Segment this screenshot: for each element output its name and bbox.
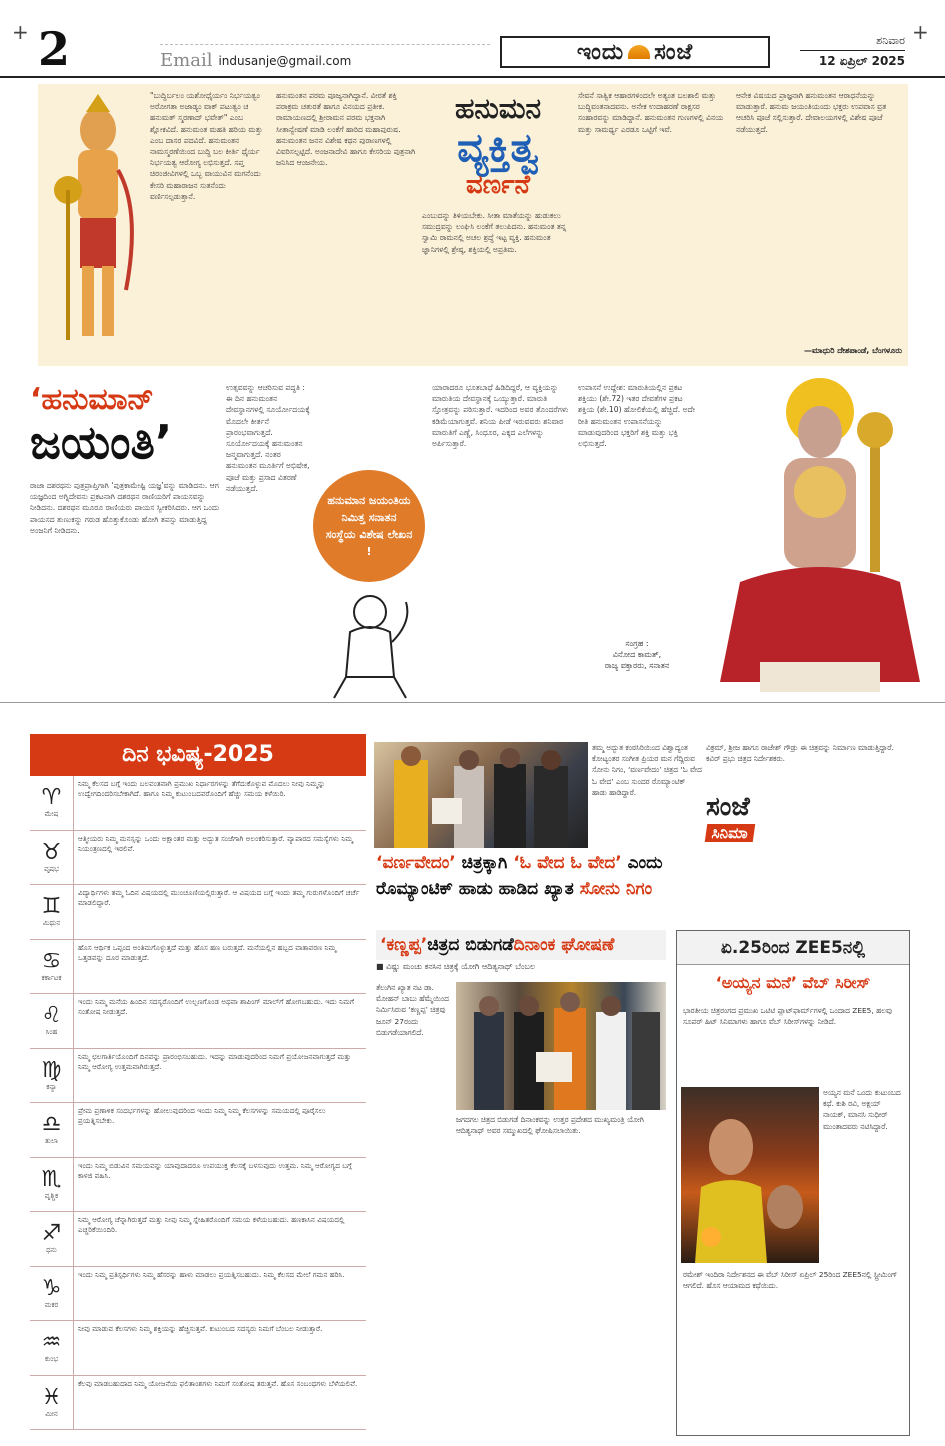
- zodiac-icon-cell: [30, 994, 74, 1048]
- zodiac-icon: ♊: [41, 894, 62, 920]
- source-name: ವಿನೋದ ಕಾಮತ್,: [612, 650, 662, 659]
- source-org: ರಾಜ್ಯ ವಕ್ತಾರರು, ಸನಾತನ: [604, 661, 670, 670]
- ayyana-column-2: ಅಯ್ಯನ ಮನೆ ಒಂದು ಕುಟುಂಬದ ಕಥೆ. ಕುಶಿ ರವಿ, ಅಕ್ಷಯ್ ನಾಯಕ್, ಮಾನಸಿ ಸುಧೀರ್ ಮುಂತಾದವರು ನಟಿಸಿದ್ದಾರೆ.: [823, 1088, 901, 1131]
- horoscope-row: [30, 885, 366, 940]
- crop-mark: +: [12, 20, 29, 44]
- hanuman-sketch: [320, 582, 420, 702]
- ayyana-poster: [681, 1087, 819, 1263]
- article-column-1: "ಬುದ್ಧಿರ್ಬಲಂ ಯಶೋಧೈರ್ಯಂ ನಿರ್ಭಯತ್ವಂ ಅರೋಗತಾ ಅಜಾಡ್ಯಂ ವಾಕ್ ಪಟುತ್ವಂ ಚ ಹನುಮತ್ ಸ್ಮರಣಾದ್ ಭವೇತ್" ಎಂಬ ಶ್ಲೋಕವಿದೆ. ಹನುಮಂತ ಮಹತಿ ಹರಿಯ ಮತ್ತು ಎಂಬ ದಾಸರ ಪದವಿದೆ. ಹನುಮಂತನ ನಾಮಸ್ಮರಣೆಯಿಂದ ಬುದ್ಧಿ ಬಲ ಕೀರ್ತಿ ಧೈರ್ಯ ನಿರ್ಭಯತ್ವ ಆರೋಗ್ಯ ಲಭಿಸುತ್ತದೆ. ಸಪ್ತ ಚಿರಂಜೀವಿಗಳಲ್ಲಿ ಒಬ್ಬ ವಾಯುವಿನ ಮಗನೆಂದು ಕೇಸರಿ ಮಹಾರಾಜನ ಸುತನೆಂದು ವರ್ಣಿಸಲ್ಪಡುತ್ತಾನೆ.: [150, 91, 263, 201]
- horoscope-text: ಇಂದು ನಿಮ್ಮ ಪ್ರತಿಸ್ಪರ್ಧಿಗಳು ನಿಮ್ಮ ಹೆಸರನ್ನು ಹಾಳು ಮಾಡಲು ಪ್ರಯತ್ನಿಸಬಹುದು. ನಿಮ್ಮ ಕೆಲಸದ ಮೇಲೆ ಗಮನ ಹರಿಸಿ.: [78, 1269, 345, 1279]
- zodiac-icon: ♈: [41, 785, 62, 811]
- kannappa-text: ಚಿತ್ರದ ಬಿಡುಗಡೆ: [427, 935, 514, 955]
- horoscope-row: [30, 831, 366, 886]
- headline-singer: ಸೋನು ನಿಗಂ: [579, 879, 653, 899]
- article-column-3: ಎಂಬುದನ್ನು ತಿಳಿಯಬೇಕು. ಸೀತಾ ಮಾತೆಯನ್ನು ಹುಡುಕಲು ಸಮುದ್ರವನ್ನು ಲಂಘಿಸಿ ಲಂಕೆಗೆ ತಲುಪಿದನು. ಹನುಮಂತ ತನ್ನ ಸ್ವಾಮಿ ರಾಮನಲ್ಲಿ ಅಚಲ ಶ್ರದ್ಧೆ ಇಟ್ಟ ವ್ಯಕ್ತಿ. ಹನುಮಂತ ಜ್ಞಾನಿಗಳಲ್ಲಿ ಶ್ರೇಷ್ಠ, ಶಕ್ತಿಯಲ್ಲಿ ಅಪ್ರತಿಮ.: [422, 211, 567, 254]
- kannappa-headline: [376, 930, 666, 960]
- jayanti-headline-line-2: ಜಯಂತಿ’: [30, 415, 173, 469]
- section-divider: [0, 702, 945, 703]
- horoscope-text: ವಿದ್ಯಾರ್ಥಿಗಳು ತಮ್ಮ ಓದಿನ ವಿಷಯದಲ್ಲಿ ಮುಂಚೂಣಿಯಲ್ಲಿರುತ್ತಾರೆ. ಆ ವಿಷಯದ ಬಗ್ಗೆ ಇಂದು ತಮ್ಮ ಗುರುಗಳೊಂದಿಗೆ ಚರ್ಚೆ ಮಾಡಲಿದ್ದಾರೆ.: [78, 888, 360, 908]
- horoscope-row: [30, 1158, 366, 1213]
- zodiac-name: ವೃಷಭ: [44, 864, 59, 873]
- kannappa-photo: [456, 982, 666, 1110]
- zodiac-icon-cell: [30, 1103, 74, 1157]
- zodiac-name: ವೃಶ್ಚಿಕ: [44, 1191, 59, 1200]
- day-label: ಶನಿವಾರ: [800, 34, 905, 51]
- jayanti-headline: [30, 382, 230, 467]
- sanje-logo-text: ಸಂಜೆ: [706, 792, 750, 822]
- sanje-cinema-logo: [706, 792, 826, 852]
- zodiac-icon-cell: [30, 1212, 74, 1266]
- kannappa-subhead: ■ ವಿಷ್ಣು ಮಂಚು ಕನಸಿನ ಚಿತ್ರಕ್ಕೆ ಯೋಗಿ ಆದಿತ್ಯನಾಥ್ ಬೆಂಬಲ: [376, 962, 536, 971]
- zodiac-icon-cell: [30, 831, 74, 885]
- zodiac-name: ಕುಂಭ: [44, 1355, 59, 1364]
- zodiac-icon: ♌: [41, 1003, 62, 1029]
- horoscope-text: ನಿಮ್ಮ ಛಲಗಾರ್ತಿಯೊಂದಿಗೆ ದಿನವನ್ನು ಪ್ರಾರಂಭಿಸಬಹುದು. ಇದನ್ನು ಮಾಡುವುದರಿಂದ ನಿಮಗೆ ಪ್ರಯೋಜನವಾಗುತ್ತದೆ ಮತ್ತು ನಿಮ್ಮ ಆರೋಗ್ಯ ಉತ್ತಮವಾಗಿರುತ್ತದೆ.: [78, 1051, 352, 1071]
- date-label: 12 ಏಪ್ರಿಲ್ 2025: [818, 54, 905, 68]
- email-block: [160, 50, 351, 71]
- article-byline: —ಮಾಧುರಿ ದೇಶಪಾಂಡೆ, ಬೆಂಗಳೂರು: [804, 346, 902, 355]
- cinema-column-1: ತಮ್ಮ ಅದ್ಭುತ ಕಂಠಸಿರಿಯಿಂದ ವಿಶ್ವಾದ್ಯಂತ ಕೋಟ್ಯಂತರ ಸಂಗೀತ ಪ್ರಿಯರ ಮನ ಗೆದ್ದಿರುವ ಸೋನು ನಿಗಂ, ‘ವರ್ಣವೇದಂ’ ಚಿತ್ರದ ‘ಓ ವೇದ ಓ ವೇದ’ ಎಂಬ ಸುಂದರ ರೊಮ್ಯಾಂಟಿಕ್ ಹಾಡು ಹಾಡಿದ್ದಾರೆ.: [592, 743, 702, 797]
- horoscope-panel: [30, 734, 366, 1434]
- jayanti-column-3: ಯಾರಾದರೂ ಭೂತಬಾಧೆ ಹಿಡಿದಿದ್ದರೆ, ಆ ವ್ಯಕ್ತಿಯನ್ನು ಮಾರುತಿಯ ದೇವಸ್ಥಾನಕ್ಕೆ ಒಯ್ಯುತ್ತಾರೆ. ಮಾರುತಿ ಸ್ತೋತ್ರವನ್ನು ಪಠಿಸುತ್ತಾರೆ. ಇದರಿಂದ ಅವರ ತೊಂದರೆಗಳು ಕಡಿಮೆಯಾಗುತ್ತವೆ. ಶನಿಯ ಪೀಡೆ ಇರುವವರು ಶನಿವಾರ ಮಾರುತಿಗೆ ಎಣ್ಣೆ, ಸಿಂಧೂರ, ಎಕ್ಕದ ಎಲೆಗಳನ್ನು ಅರ್ಪಿಸುತ್ತಾರೆ.: [432, 383, 569, 449]
- zodiac-icon-cell: [30, 1267, 74, 1321]
- headline-line-3: ವರ್ಣನೆ: [465, 170, 531, 200]
- horoscope-row: [30, 1049, 366, 1104]
- hanuman-personality-article: [38, 84, 908, 366]
- horoscope-row: [30, 1376, 366, 1431]
- zodiac-icon: ♏: [41, 1166, 62, 1192]
- email-address[interactable]: indusanje@gmail.com: [218, 53, 352, 68]
- horoscope-text: ಆತ್ಮೀಯರು ನಿಮ್ಮ ಮನಸ್ಸನ್ನು ಒಂದು ಅಕ್ಷಾಂತರ ಮತ್ತು ಅದ್ಭುತ ಸಂಜೆಗಾಗಿ ಅಲಂಕರಿಸುತ್ತಾರೆ. ವ್ಯಾಪಾರದ ಸಮಸ್ಯೆಗಳು ನಿಮ್ಮ ನಿಯಂತ್ರಣದಲ್ಲಿ ಇರಲಿವೆ.: [78, 833, 354, 853]
- zodiac-name: ತುಲಾ: [45, 1137, 58, 1146]
- zodiac-name: ಕನ್ಯಾ: [46, 1082, 57, 1091]
- ayyana-subhead: ‘ಅಯ್ಯನ ಮನೆ’ ವೆಬ್ ಸಿರೀಸ್: [715, 973, 871, 992]
- horoscope-text: ನೀವು ಮಾಡುವ ಕೆಲಸಗಳು ನಿಮ್ಮ ಶಕ್ತಿಯನ್ನು ಹೆಚ್ಚಿಸುತ್ತವೆ. ಕುಟುಂಬದ ಸದಸ್ಯರು ನಿಮಗೆ ಬೆಂಬಲ ನೀಡುತ್ತಾರೆ.: [78, 1324, 323, 1333]
- zodiac-icon: ♋: [41, 948, 62, 974]
- dateline: [800, 34, 905, 69]
- personality-headline: [428, 92, 568, 201]
- headline-line-2: ವ್ಯಕ್ತಿತ್ವ: [457, 125, 539, 171]
- zodiac-name: ಧನು: [46, 1246, 57, 1255]
- zodiac-icon: ♑: [41, 1275, 62, 1301]
- ayyana-headline: ಏ.25ರಿಂದ ZEE5ನಲ್ಲಿ: [677, 931, 909, 965]
- horoscope-row: [30, 1103, 366, 1158]
- cinema-logo-tag: ಸಿನಿಮಾ: [705, 824, 755, 842]
- cinema-photo: [374, 742, 588, 848]
- horoscope-text: ಹೊಸ ಆರ್ಥಿಕ ಒಪ್ಪಂದ ಅಂತಿಮಗೊಳ್ಳುತ್ತದೆ ಮತ್ತು ಹೊಸ ಹಣ ಬರುತ್ತದೆ. ಮನೆಯಲ್ಲಿನ ಹಬ್ಬದ ವಾತಾವರಣ ನಿಮ್ಮ ಒತ್ತಡವನ್ನು ದೂರ ಮಾಡುತ್ತದೆ.: [78, 942, 337, 962]
- hanuman-jayanti-article: [0, 372, 945, 702]
- kannappa-column-2: ಜಗದಗಲ ಚಿತ್ರದ ಬಿಡುಗಡೆ ದಿನಾಂಕವನ್ನು ಉತ್ತರ ಪ್ರದೇಶದ ಮುಖ್ಯಮಂತ್ರಿ ಯೋಗಿ ಆದಿತ್ಯನಾಥ್ ಅವರ ಸಮ್ಮುಖದಲ್ಲಿ ಘೋಷಿಸಲಾಯಿತು.: [456, 1115, 644, 1136]
- zodiac-icon: ♓: [41, 1384, 62, 1410]
- horoscope-text: ಪ್ರೇಮ ಪ್ರಣಾಳಿಕ ಸಂದರ್ಭಗಳನ್ನು ಹೋಲುವುದರಿಂದ ಇಂದು ನಿಮ್ಮ ನಿಮ್ಮ ಕೆಲಸಗಳನ್ನು ಸಮಯದಲ್ಲಿ ಪೂರೈಸಲು ಪ್ರಯತ್ನಿಸಬೇಕು.: [78, 1106, 326, 1126]
- article-column-5: ಆನೇಕ ವಿಷಯದ ಪ್ರಾಜ್ಞನಾಗಿ ಹನುಮಂತನ ಆರಾಧನೆಯನ್ನು ಮಾಡುತ್ತಾರೆ. ಹನುಮ ಜಯಂತಿಯಂದು ಭಕ್ತರು ಉಪವಾಸ ವ್ರತ ಆಚರಿಸಿ ಪೂಜೆ ಸಲ್ಲಿಸುತ್ತಾರೆ. ದೇವಾಲಯಗಳಲ್ಲಿ ವಿಶೇಷ ಪೂಜೆ ನಡೆಯುತ್ತದೆ.: [736, 91, 887, 134]
- logo-right-text: ಸಂಜೆ: [654, 39, 694, 65]
- cinema-column-2: ವಿಕ್ರಮ್, ಶ್ರೀಜ ಹಾಗೂ ರಾಜೇಶ್ ಗೌಡ್ರು ಈ ಚಿತ್ರವನ್ನು ನಿರ್ಮಾಣ ಮಾಡುತ್ತಿದ್ದಾರೆ. ಕವಿರ್ ಪ್ರಭು ಚಿತ್ರದ ನಿರ್ದೇಶಕರು.: [706, 743, 894, 764]
- zodiac-icon: ♍: [41, 1057, 62, 1083]
- zodiac-name: ಮೇಷ: [44, 810, 59, 819]
- zodiac-name: ಸಿಂಹ: [45, 1028, 58, 1037]
- article-column-2: ಹನುಮಂತನ ಪರಮ ಪೂಜ್ಯನಾಗಿದ್ದಾನೆ. ವೀರತೆ ಶಕ್ತಿ ಪರಾಕ್ರಮ ಚತುರತೆ ಹಾಗೂ ವಿನಯದ ಪ್ರತೀಕ. ರಾಮಾಯಣದಲ್ಲಿ ಶ್ರೀರಾಮನ ಪರಮ ಭಕ್ತನಾಗಿ ಸೀತಾನ್ವೇಷಣೆ ಮಾಡಿ ಲಂಕೆಗೆ ಹಾರಿದ ಮಹಾಪುರುಷ. ಹನುಮಂತನ ಜನನ ವಿಶೇಷ ಕಥನ ಪುರಾಣಗಳಲ್ಲಿ ವಿವರಿಸಲ್ಪಟ್ಟಿದೆ. ಅಂಜನಾದೇವಿ ಹಾಗೂ ಕೇಸರಿಯ ಪುತ್ರನಾಗಿ ಜನಿಸಿದ ಆಂಜನೇಯ.: [276, 91, 416, 168]
- sun-icon: [628, 45, 650, 59]
- zodiac-icon-cell: [30, 1376, 74, 1430]
- article-column-4: ಸೇವನೆ ಸಾತ್ವಿಕ ಆಹಾರಗಳಿಂದಲೇ ಅತ್ಯಂತ ಬಲಶಾಲಿ ಮತ್ತು ಬುದ್ಧಿವಂತನಾದವನು. ಅನೇಕ ಉದಾಹರಣೆ ರಾಕ್ಷಸರ ಸಂಹಾರವನ್ನು ಮಾಡಿದ್ದಾನೆ. ಹನುಮಂತನ ಗುಣಗಳಲ್ಲಿ ವಿನಯ ಮತ್ತು ಸಾಮರ್ಥ್ಯ ಎರಡೂ ಒಟ್ಟಿಗೆ ಇವೆ.: [578, 91, 724, 134]
- header-rule: [160, 44, 490, 45]
- email-label: Email: [160, 50, 213, 71]
- zodiac-icon: ♐: [41, 1221, 62, 1247]
- cinema-photo-figures: [374, 742, 588, 848]
- ayyana-column-3: ರಮೇಶ್ ಇಂದಿರಾ ನಿರ್ದೇಶನದ ಈ ವೆಬ್ ಸಿರೀಸ್ ಏಪ್ರಿಲ್ 25ರಿಂದ ZEE5ನಲ್ಲಿ ಸ್ಟ್ರೀಮಿಂಗ್ ಆಗಲಿದೆ. ಹೊಸ ಆಯಾಮದ ಕಥೆಯಿದು.: [683, 1270, 898, 1291]
- zodiac-icon: ♎: [41, 1112, 62, 1138]
- jayanti-column-2: ಉತ್ಸವವನ್ನು ಆಚರಿಸುವ ಪದ್ಧತಿ : ಈ ದಿನ ಹನುಮಂತನ ದೇವಸ್ಥಾನಗಳಲ್ಲಿ ಸೂರ್ಯೋದಯಕ್ಕೆ ಮೊದಲೇ ಕೀರ್ತನೆ ಪ್ರಾರಂಭವಾಗುತ್ತದೆ. ಸೂರ್ಯೋದಯಕ್ಕೆ ಹನುಮಂತನ ಜನ್ಮವಾಗುತ್ತದೆ. ನಂತರ ಹನುಮಂತನ ಮೂರ್ತಿಗೆ ಅಭಿಷೇಕ, ಪೂಜೆ ಮತ್ತು ಪ್ರಸಾದ ವಿತರಣೆ ನಡೆಯುತ್ತದೆ.: [226, 383, 310, 493]
- horoscope-text: ಇಂದು ನಿಮ್ಮ ಮನೆಯ ಹಿಂದಿನ ಸದಸ್ಯರೊಂದಿಗೆ ಉಲ್ಬಣಗೊಂಡ ಅಥವಾ ಶಾಪಿಂಗ್ ಮಾಲ್‌ಗೆ ಹೋಗಬಹುದು. ಇದು ನಿಮಗೆ ಸಂತೋಷ ನೀಡುತ್ತದೆ.: [78, 997, 355, 1017]
- jayanti-column-4: ಉಪಾಸನೆ ಉದ್ದೇಶ: ಮಾರುತಿಯಲ್ಲಿನ ಪ್ರಕಟ ಶಕ್ತಿಯು (ಶೇ.72) ಇತರ ದೇವತೆಗಳ ಪ್ರಕಟ ಶಕ್ತಿಯ (ಶೇ.10) ಹೋಲಿಕೆಯಲ್ಲಿ ಹೆಚ್ಚಿದೆ. ಅದೇ ರೀತಿ ಹನುಮಂತನ ಉಪಾಸನೆಯನ್ನು ಮಾಡುವುದರಿಂದ ಭಕ್ತರಿಗೆ ಶಕ್ತಿ ಮತ್ತು ಭಕ್ತಿ ಲಭಿಸುತ್ತದೆ.: [578, 383, 696, 449]
- hanuman-illustration: [46, 90, 148, 360]
- headline-film: ‘ವರ್ಣವೇದಂ’: [376, 853, 456, 873]
- zodiac-icon: ♒: [41, 1330, 62, 1356]
- horoscope-text: ಕೆಲವು ಮಾಡಬಹುದಾದ ನಿಮ್ಮ ಯೋಜನೆಯ ಫಲಿತಾಂಶಗಳು ನಿಮಗೆ ಸಂತೋಷ ತರುತ್ತವೆ. ಹೊಸ ಸಂಬಂಧಗಳು ಬೆಳೆಯಲಿವೆ.: [78, 1378, 358, 1388]
- zodiac-icon-cell: [30, 1158, 74, 1212]
- zodiac-name: ಮಿಥುನ: [42, 919, 61, 928]
- zodiac-name: ಮಕರ: [44, 1300, 59, 1309]
- zodiac-icon: ♉: [41, 839, 62, 865]
- seated-hanuman-image: [700, 372, 940, 702]
- kannappa-film: ‘ಕಣ್ಣಪ್ಪ’: [380, 935, 428, 955]
- headline-text: ಚಿತ್ರಕ್ಕಾಗಿ: [455, 853, 514, 873]
- zodiac-icon-cell: [30, 776, 74, 830]
- zodiac-name: ಕರ್ಕಾಟಕ: [41, 973, 62, 982]
- zodiac-name: ಮೀನ: [45, 1409, 58, 1418]
- horoscope-row: [30, 1321, 366, 1376]
- horoscope-text: ನಿಮ್ಮ ಕೆಲಸದ ಬಗ್ಗೆ ಇಂದು ಬಲವಂತವಾಗಿ ಪ್ರಮುಖ ನಿರ್ಧಾರಗಳನ್ನು ತೆಗೆದುಕೊಳ್ಳುವ ಮೊದಲು ನೀವು ನಿಮ್ಮನ್ನು ಉದ್ವೇಗದಿಂದರಿಸಬೇಕಾಗಿದೆ. ಹಾಗೂ ನಿಮ್ಮ ಕುಟುಂಬದವರೊಂದಿಗೆ ಹೆಚ್ಚು ಸಮಯ ಕಳೆಯಿರಿ.: [78, 779, 326, 799]
- jayanti-headline-line-1: ‘ಹನುಮಾನ್: [30, 382, 154, 417]
- horoscope-text: ನಿಮ್ಮ ಆರೋಗ್ಯ ಚೆನ್ನಾಗಿರುತ್ತದೆ ಮತ್ತು ನೀವು ನಿಮ್ಮ ಸ್ನೇಹಿತರೊಂದಿಗೆ ಸಮಯ ಕಳೆಯಬಹುದು. ಹಣಕಾಸಿನ ವಿಷಯದಲ್ಲಿ ಎಚ್ಚರಿಕೆಯಿಂದಿರಿ.: [78, 1215, 345, 1235]
- zodiac-icon-cell: [30, 1049, 74, 1103]
- ayyana-mane-article: [676, 930, 910, 1436]
- headline-song: ‘ಓ ವೇದ ಓ ವೇದ’: [513, 853, 622, 873]
- kannappa-column-1: ತೆಲುಗಿನ ಖ್ಯಾತ ನಟ ಡಾ. ಮೋಹನ್ ಬಾಬು ಹೆಮ್ಮೆಯಿಂದ ನಿರ್ಮಿಸಿರುವ ‘ಕಣ್ಣಪ್ಪ’ ಚಿತ್ರವು ಜೂನ್ 27ರಂದು ಬಿಡುಗಡೆಯಾಗಲಿದೆ.: [376, 983, 449, 1037]
- masthead-logo: [500, 36, 770, 68]
- special-article-badge: ಹನುಮಾನ ಜಯಂತಿಯ ನಿಮಿತ್ತ ಸನಾತನ ಸಂಸ್ಥೆಯ ವಿಶೇಷ ಲೇಖನ !: [313, 470, 425, 582]
- logo-left-text: ಇಂದು: [576, 39, 625, 65]
- ayyana-poster-figures: [681, 1087, 819, 1263]
- horoscope-row: [30, 776, 366, 831]
- crop-mark: +: [912, 20, 929, 44]
- horoscope-text: ಇಂದು ನಿಮ್ಮ ಬಿಡುವಿನ ಸಮಯವನ್ನು ಯಾವುದಾದರೂ ಉಪಯುಕ್ತ ಕೆಲಸಕ್ಕೆ ಬಳಸುವುದು ಉತ್ತಮ. ನಿಮ್ಮ ಆರೋಗ್ಯದ ಬಗ್ಗೆ ಕಾಳಜಿ ವಹಿಸಿ.: [78, 1160, 352, 1180]
- headline-line-1: ಹನುಮನ: [454, 92, 542, 125]
- source-label: ಸಂಗ್ರಹ :: [625, 639, 649, 648]
- kannappa-photo-figures: [456, 982, 666, 1110]
- page-header: [0, 0, 945, 78]
- headline-text: ಎಂದು ರೊಮ್ಯಾಂಟಿಕ್ ಹಾಡು ಹಾಡಿದ ಖ್ಯಾತ: [376, 853, 663, 899]
- jayanti-column-1: ರಾಜಾ ದಶರಥನು ಪುತ್ರಪ್ರಾಪ್ತಿಗಾಗಿ ‘ಪುತ್ರಕಾಮೇಷ್ಟಿ ಯಜ್ಞ’ವನ್ನು ಮಾಡಿದನು. ಆಗ ಯಜ್ಞದಿಂದ ಅಗ್ನಿದೇವನು ಪ್ರಕಟನಾಗಿ ದಶರಥನ ರಾಣಿಯರಿಗೆ ಪಾಯಸವನ್ನು ನೀಡಿದನು. ದಶರಥನ ಮೂರೂ ರಾಣಿಯರು ಪಾಯಸ ಸ್ವೀಕರಿಸಿದರು. ಆಗ ಒಂದು ಪಾಯಸದ ತುಣುಕನ್ನು ಗರುಡ ಹೊತ್ತುಕೊಂಡು ಹೋಗಿ ತಪಸ್ಸು ಮಾಡುತ್ತಿದ್ದ ಅಂಜನಿಗೆ ನೀಡಿದನು.: [30, 481, 220, 535]
- horoscope-row: [30, 994, 366, 1049]
- horoscope-row: [30, 1267, 366, 1322]
- horoscope-list: [30, 776, 366, 1430]
- ayyana-column-1: ಭಾರತೀಯ ಚಿತ್ರರಂಗದ ಪ್ರಮುಖ ಒಟಿಟಿ ಪ್ಲಾಟ್‌ಫಾರ್ಮ್‌ಗಳಲ್ಲಿ ಒಂದಾದ ZEE5, ಹಲವು ಸೂಪರ್ ಹಿಟ್ ಸಿನಿಮಾಗಳು ಹಾಗೂ ವೆಬ್ ಸಿರೀಸ್‌ಗಳನ್ನು ನೀಡಿದೆ.: [683, 1006, 893, 1027]
- horoscope-row: [30, 1212, 366, 1267]
- horoscope-title: ದಿನ ಭವಿಷ್ಯ-2025: [30, 734, 366, 776]
- zodiac-icon-cell: [30, 1321, 74, 1375]
- zodiac-icon-cell: [30, 885, 74, 939]
- horoscope-row: [30, 940, 366, 995]
- page-number: 2: [38, 22, 71, 76]
- source-credit: [578, 638, 696, 671]
- zodiac-icon-cell: [30, 940, 74, 994]
- kannappa-date: ದಿನಾಂಕ ಘೋಷಣೆ: [513, 935, 615, 955]
